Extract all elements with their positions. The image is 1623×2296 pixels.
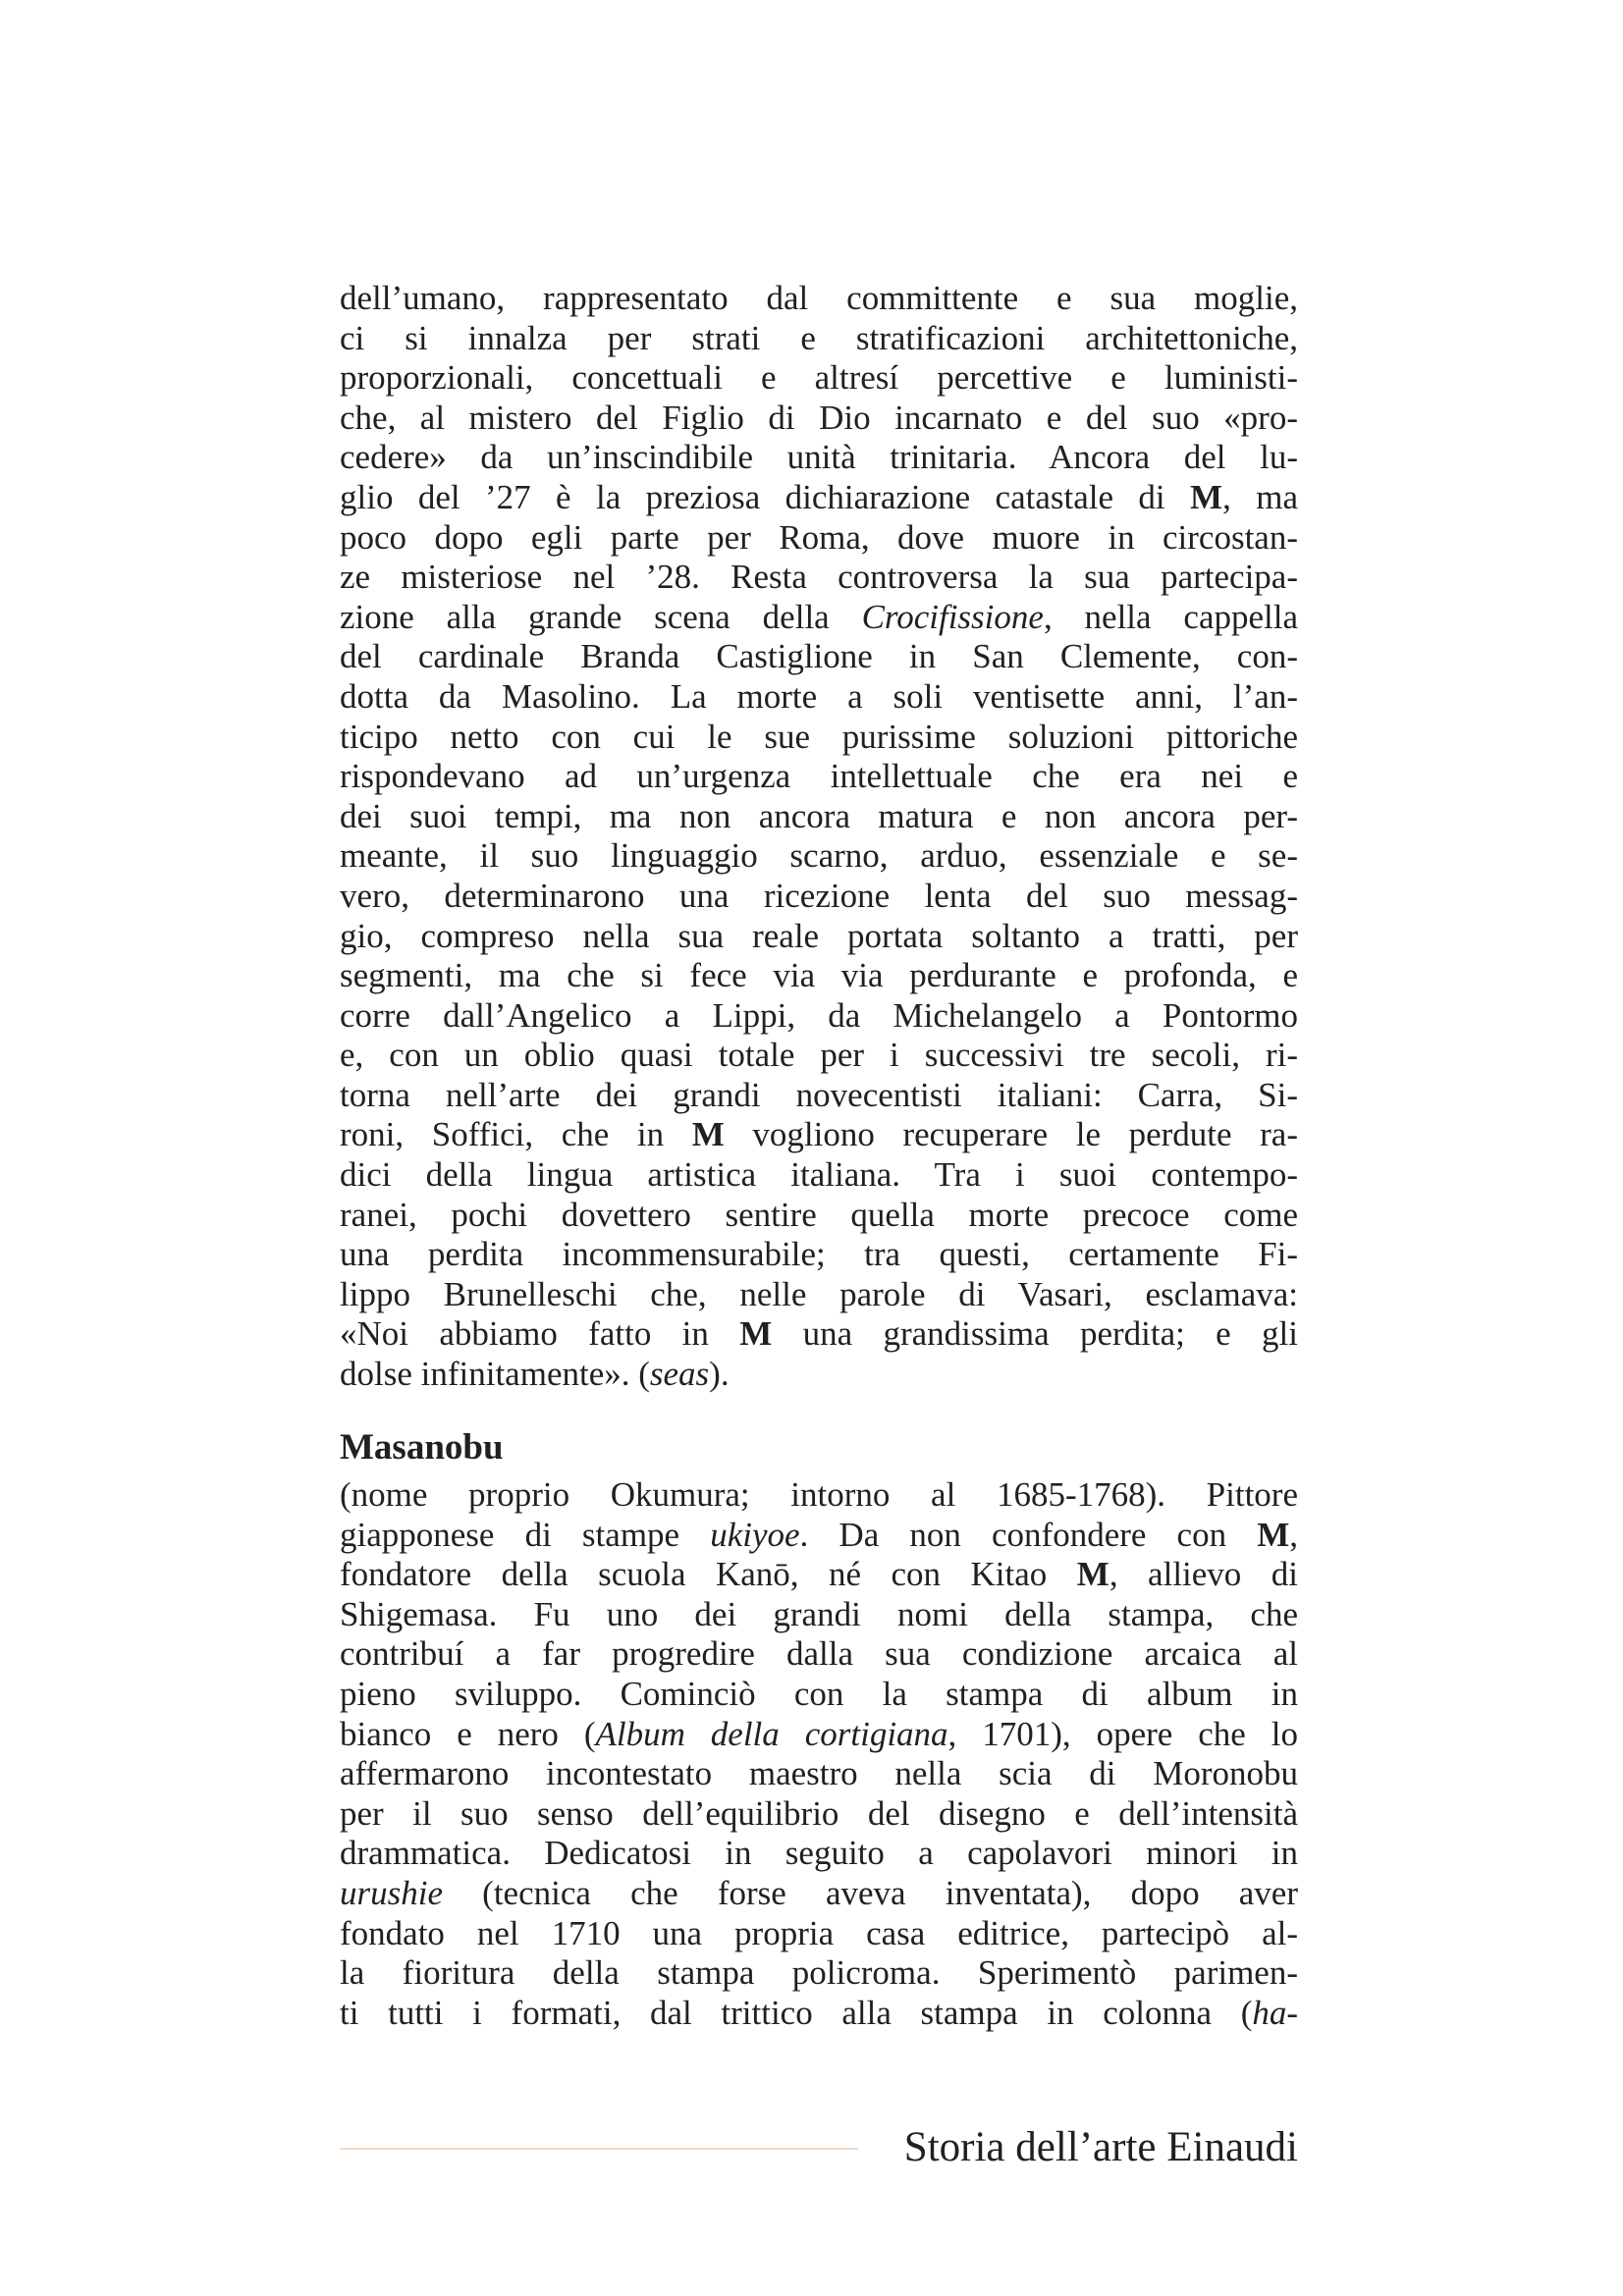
text-line [340,1235,1298,1275]
text-line [340,1914,1298,1954]
text-segment: pieno sviluppo. Cominciò con la stampa di album in [340,1674,1298,1713]
text-segment: , allievo di [1109,1555,1298,1594]
italic-text: ha- [1252,1993,1298,2032]
text-segment: meante, il suo linguaggio scarno, arduo, essenziale e se- [340,836,1298,876]
text-line [340,1355,1298,1395]
text-line [340,956,1298,996]
text-line [340,1115,1298,1155]
text-line [340,399,1298,439]
text-segment: dei suoi tempi, ma non ancora matura e non ancora per- [340,796,1298,835]
text-line [340,358,1298,399]
text-segment: affermarono incontestato maestro nella scia di Moronobu [340,1754,1298,1793]
text-line [340,319,1298,359]
text-line [340,1076,1298,1116]
text-line [340,917,1298,957]
text-segment: torna nell’arte dei grandi novecentisti italiani: Carra, Si- [340,1075,1298,1114]
text-segment: drammatica. Dedicatosi in seguito a capolavori minori in [340,1834,1298,1873]
italic-text: urushie [340,1873,443,1912]
text-line [340,1036,1298,1076]
text-line [340,1634,1298,1675]
text-line [340,1275,1298,1315]
text-segment: dell’umano, rappresentato dal committente e sua moglie, [340,279,1298,317]
text-segment: contribuí a far progredire dalla sua condizione arcaica al [340,1634,1298,1674]
text-line [340,718,1298,758]
entry-body-continued [340,279,1298,1395]
text-segment: segmenti, ma che si fece via via perdurante e profonda, e [340,956,1298,995]
text-segment: gio, compreso nella sua reale portata soltanto a tratti, per [340,916,1298,955]
text-segment: bianco e nero ( [340,1714,596,1753]
text-segment: cedere» da un’inscindibile unità trinitaria. Ancora del lu- [340,438,1298,477]
italic-text: Album della cortigiana [595,1714,948,1753]
text-segment: ze misteriose nel ’28. Resta controversa la sua partecipa- [340,558,1298,597]
text-line [340,1874,1298,1914]
entry-heading: Masanobu [340,1427,504,1468]
italic-text: ukiyoe [710,1515,800,1554]
text-segment: che, al mistero del Figlio di Dio incarnato e del suo «pro- [340,398,1298,437]
text-line [340,757,1298,797]
text-segment: glio del ’27 è la preziosa dichiarazione catastale di [340,477,1191,516]
text-line [340,877,1298,917]
text-segment: ticipo netto con cui le sue purissime soluzioni pittoriche [340,717,1298,756]
text-line [340,518,1298,559]
text-line [340,1595,1298,1635]
text-line [340,1155,1298,1196]
text-segment: giapponese di stampe [340,1515,711,1554]
text-line [340,637,1298,677]
text-segment: la fioritura della stampa policroma. Sperimentò parimen- [340,1953,1298,1993]
text-segment: (tecnica che forse aveva inventata), dopo aver [443,1873,1298,1912]
text-segment: , [1289,1515,1298,1554]
footer-label: Storia dell’arte Einaudi [903,2124,1298,2170]
footer-rule [340,2148,858,2150]
text-line [340,279,1298,319]
text-line [340,438,1298,478]
text-segment: «Noi abbiamo fatto in [340,1314,740,1354]
text-line [340,598,1298,638]
text-line [340,1834,1298,1874]
text-line [340,1675,1298,1715]
bold-abbreviation: M [1190,477,1223,516]
text-line [340,797,1298,837]
text-line [340,1994,1298,2034]
text-segment: ti tutti i formati, dal trittico alla stampa in colonna ( [340,1993,1253,2032]
text-segment: vero, determinarono una ricezione lenta del suo messag- [340,876,1298,915]
text-line [340,836,1298,877]
bold-abbreviation: M [1076,1555,1109,1594]
text-segment: una perdita incommensurabile; tra questi, certamente Fi- [340,1235,1298,1274]
text-segment: per il suo senso dell’equilibrio del disegno e dell’intensità [340,1793,1298,1833]
text-segment: ci si innalza per strati e stratificazioni architettoniche, [340,318,1298,357]
text-segment: , 1701), opere che lo [947,1714,1298,1753]
entry-body-masanobu [340,1475,1298,2033]
text-segment: ). [709,1355,730,1394]
text-line [340,558,1298,598]
text-line [340,677,1298,718]
italic-text: seas [649,1355,710,1394]
text-line [340,1953,1298,1994]
text-segment: lippo Brunelleschi che, nelle parole di Vasari, esclamava: [340,1274,1298,1313]
text-segment: , nella cappella [1043,597,1298,636]
text-line [340,1516,1298,1556]
text-line [340,1754,1298,1794]
text-segment: fondato nel 1710 una propria casa editrice, partecipò al- [340,1913,1298,1952]
text-segment: vogliono recuperare le perdute ra- [724,1115,1298,1154]
text-segment: ranei, pochi dovettero sentire quella morte precoce come [340,1195,1298,1234]
text-line [340,478,1298,518]
text-segment: proporzionali, concettuali e altresí percettive e luministi- [340,358,1298,398]
text-segment: (nome proprio Okumura; intorno al 1685-1768). Pittore [340,1475,1298,1514]
text-segment: dolse infinitamente». ( [340,1355,650,1394]
text-line [340,1715,1298,1755]
text-segment: zione alla grande scena della [340,597,862,636]
bold-abbreviation: M [739,1314,773,1354]
bold-abbreviation: M [691,1115,725,1154]
text-segment: roni, Soffici, che in [340,1115,692,1154]
text-segment: Shigemasa. Fu uno dei grandi nomi della stampa, che [340,1594,1298,1633]
text-segment: una grandissima perdita; e gli [772,1314,1298,1354]
text-segment: dici della lingua artistica italiana. Tra i suoi contempo- [340,1155,1298,1195]
text-segment: . Da non confondere con [799,1515,1258,1554]
text-line [340,1475,1298,1516]
bold-abbreviation: M [1257,1515,1290,1554]
text-segment: poco dopo egli parte per Roma, dove muore in circostan- [340,517,1298,557]
text-line [340,1196,1298,1236]
text-segment: e, con un oblio quasi totale per i successivi tre secoli, ri- [340,1036,1298,1075]
text-segment: corre dall’Angelico a Lippi, da Michelangelo a Pontormo [340,995,1298,1035]
text-segment: rispondevano ad un’urgenza intellettuale che era nei e [340,757,1298,796]
text-segment: del cardinale Branda Castiglione in San Clemente, con- [340,637,1298,676]
text-segment: dotta da Masolino. La morte a soli ventisette anni, l’an- [340,676,1298,716]
text-segment: , ma [1222,477,1298,516]
italic-text: Crocifissione [861,597,1044,636]
text-line [340,1314,1298,1355]
text-line [340,1794,1298,1835]
text-line [340,996,1298,1037]
text-segment: fondatore della scuola Kanō, né con Kitao [340,1555,1077,1594]
text-line [340,1555,1298,1595]
